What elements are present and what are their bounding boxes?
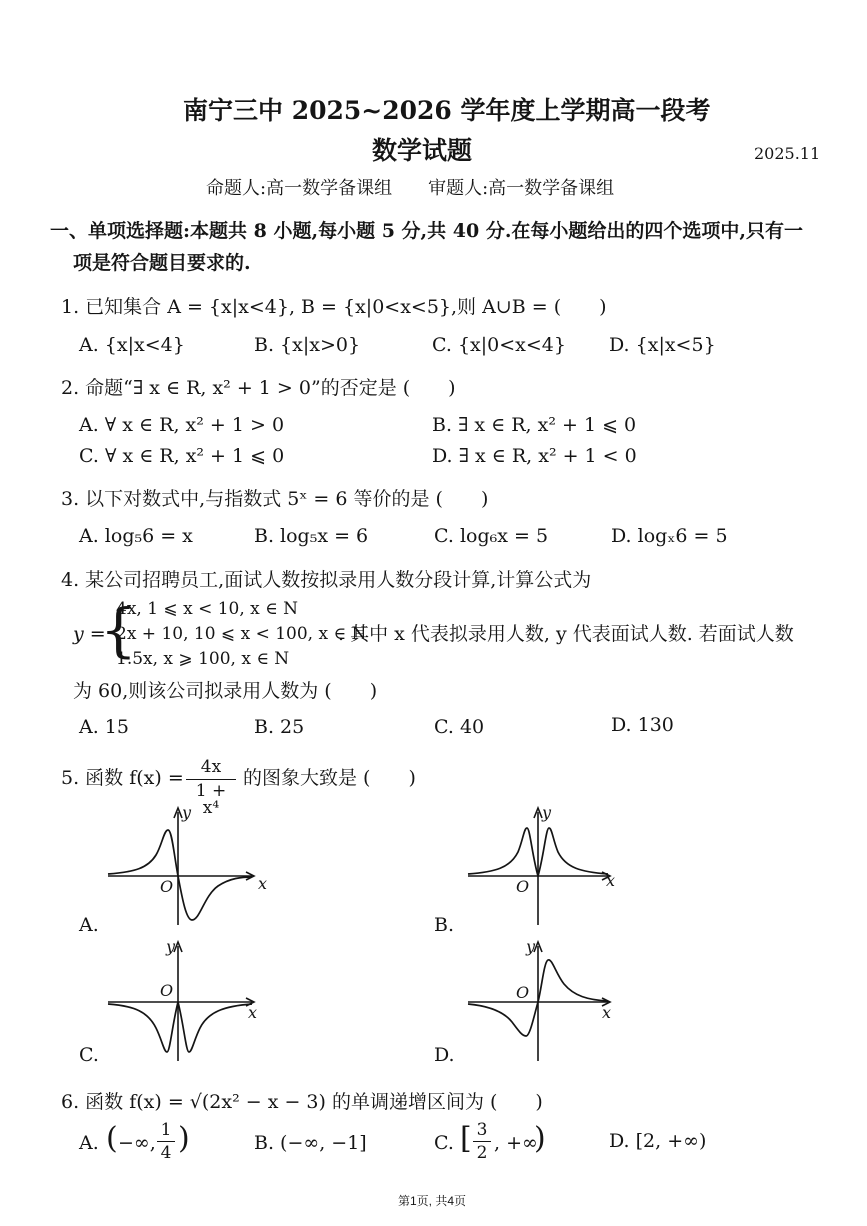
- question-1-stem: 1. 已知集合 A = {x|x<4}, B = {x|0<x<5},则 A∪B = ( ): [61, 296, 607, 318]
- q3-option-b[interactable]: B. log₅x = 6: [254, 525, 369, 547]
- q6-c-numerator: 3: [476, 1120, 488, 1140]
- q6-c-right-value: , +∞: [494, 1132, 538, 1154]
- section-heading-cont: 项是符合题目要求的.: [73, 252, 251, 274]
- q6-c-denominator: 2: [476, 1143, 488, 1163]
- section-heading: 一、单项选择题:本题共 8 小题,每小题 5 分,共 40 分.在每小题给出的四个选项中,只有一: [50, 220, 804, 242]
- graph-a[interactable]: [100, 800, 270, 930]
- origin-label: O: [516, 877, 530, 896]
- page-title: 南宁三中 2025~2026 学年度上学期高一段考: [183, 96, 711, 125]
- q4-case-2: 2x + 10, 10 ⩽ x < 100, x ∈ N: [116, 624, 367, 644]
- q1-option-d[interactable]: D. {x|x<5}: [609, 334, 716, 356]
- q4-option-b[interactable]: B. 25: [254, 716, 305, 738]
- q1-option-c[interactable]: C. {x|0<x<4}: [432, 334, 566, 356]
- q2-option-b[interactable]: B. ∃ x ∈ R, x² + 1 ⩽ 0: [432, 414, 637, 436]
- q6-c-left-bracket: [: [460, 1121, 472, 1156]
- curve-c: [108, 1002, 252, 1052]
- q3-option-d[interactable]: D. logₓ6 = 5: [611, 525, 728, 547]
- graph-c-label: C.: [79, 1044, 99, 1066]
- q4-stem-tail: . 其中 x 代表拟录用人数, y 代表面试人数. 若面试人数: [338, 623, 794, 645]
- origin-label: O: [160, 877, 174, 896]
- q2-option-a[interactable]: A. ∀ x ∈ R, x² + 1 > 0: [79, 414, 285, 436]
- origin-label: O: [160, 981, 174, 1000]
- x-axis-label: x: [602, 1003, 612, 1022]
- graph-d[interactable]: [460, 936, 630, 1066]
- y-axis-label: y: [526, 937, 536, 956]
- graph-b[interactable]: [460, 800, 630, 930]
- q6-option-b[interactable]: B. (−∞, −1]: [254, 1132, 367, 1154]
- y-axis-label: y: [542, 803, 552, 822]
- page-subtitle: 数学试题: [372, 136, 473, 165]
- q4-brace: {: [100, 596, 137, 664]
- q6-c-right-paren: ): [534, 1121, 546, 1156]
- q6-option-d[interactable]: D. [2, +∞): [609, 1130, 707, 1152]
- q6-a-right-paren: ): [178, 1121, 190, 1156]
- q5-stem-suffix: 的图象大致是 ( ): [243, 767, 416, 789]
- q4-option-c[interactable]: C. 40: [434, 716, 485, 738]
- question-6-stem: 6. 函数 f(x) = √(2x² − x − 3) 的单调递增区间为 ( ): [61, 1091, 543, 1113]
- y-axis-label: y: [182, 803, 192, 822]
- x-axis-label: x: [248, 1003, 258, 1022]
- q2-option-c[interactable]: C. ∀ x ∈ R, x² + 1 ⩽ 0: [79, 445, 285, 467]
- graph-c[interactable]: [100, 936, 270, 1066]
- origin-label: O: [516, 983, 530, 1002]
- q4-y-label: y =: [73, 623, 106, 645]
- authors-line: 命题人:高一数学备课组 审题人:高一数学备课组: [206, 178, 615, 199]
- q1-option-a[interactable]: A. {x|x<4}: [79, 334, 185, 356]
- q6-option-c-label: C.: [434, 1132, 454, 1154]
- q6-option-a-label: A.: [79, 1132, 99, 1154]
- q4-option-a[interactable]: A. 15: [79, 716, 129, 738]
- question-4-stem: 4. 某公司招聘员工,面试人数按拟录用人数分段计算,计算公式为: [61, 569, 592, 591]
- q4-case-3: 1.5x, x ⩾ 100, x ∈ N: [116, 649, 290, 669]
- graph-b-label: B.: [434, 914, 455, 936]
- x-axis-label: x: [606, 871, 616, 890]
- q6-a-left-value: −∞,: [118, 1132, 156, 1154]
- q5-numerator: 4x: [200, 757, 222, 777]
- question-5-stem: 5. 函数 f(x) =: [61, 767, 184, 789]
- q4-option-d[interactable]: D. 130: [611, 714, 674, 736]
- exam-date: 2025.11: [754, 144, 821, 163]
- question-3-stem: 3. 以下对数式中,与指数式 5ˣ = 6 等价的是 ( ): [61, 488, 489, 510]
- q6-a-numerator: 1: [160, 1120, 172, 1140]
- x-axis-label: x: [258, 874, 268, 893]
- page-number: 第1页, 共4页: [398, 1194, 467, 1208]
- q3-option-c[interactable]: C. log₆x = 5: [434, 525, 549, 547]
- question-2-stem: 2. 命题“∃ x ∈ R, x² + 1 > 0”的否定是 ( ): [61, 377, 456, 399]
- q3-option-a[interactable]: A. log₅6 = x: [79, 525, 193, 547]
- y-axis-label: y: [166, 937, 176, 956]
- q4-stem-end: 为 60,则该公司拟录用人数为 ( ): [73, 680, 378, 702]
- q6-a-left-paren: (: [106, 1121, 118, 1156]
- q6-a-denominator: 4: [160, 1143, 172, 1163]
- q2-option-d[interactable]: D. ∃ x ∈ R, x² + 1 < 0: [432, 445, 637, 467]
- q4-case-1: 4x, 1 ⩽ x < 10, x ∈ N: [116, 599, 299, 619]
- graph-d-label: D.: [434, 1044, 455, 1066]
- q5-denominator: 1 + x⁴: [195, 781, 227, 818]
- q1-option-b[interactable]: B. {x|x>0}: [254, 334, 361, 356]
- curve-a: [108, 830, 252, 920]
- graph-a-label: A.: [79, 914, 99, 936]
